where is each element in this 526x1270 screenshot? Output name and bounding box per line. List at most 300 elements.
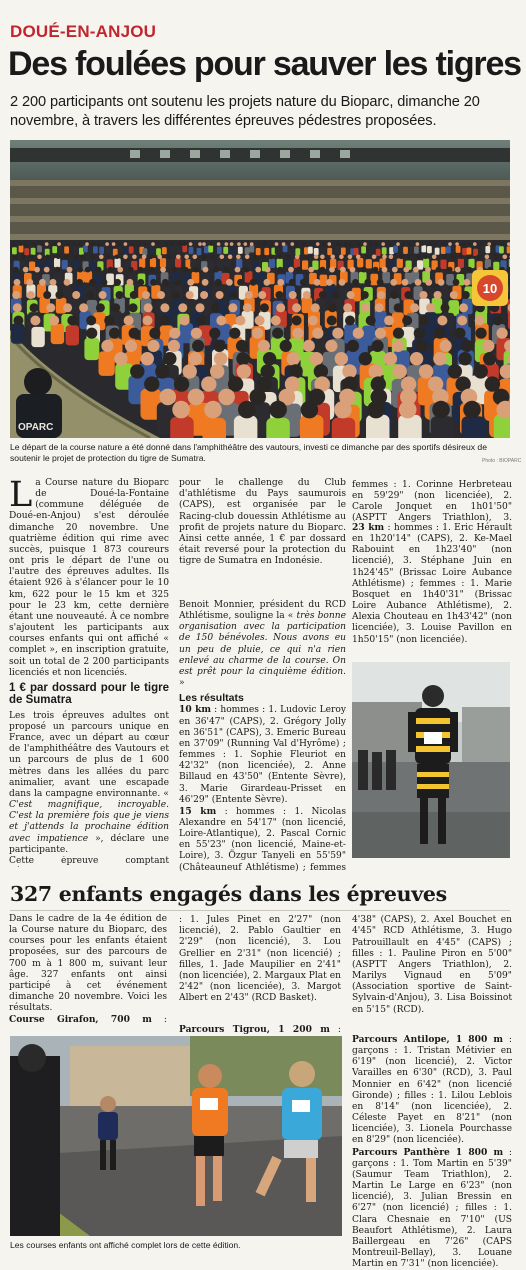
crowd-figure-head: [468, 242, 472, 246]
crowd-figure-head: [301, 401, 319, 419]
crowd-figure-head: [320, 255, 325, 260]
crowd-figure-head: [314, 279, 321, 286]
crowd-figure-head: [339, 279, 346, 286]
crowd-figure: [446, 246, 451, 253]
crowd-figure-head: [302, 242, 306, 246]
crowd-figure-head: [457, 316, 467, 326]
bioparc-banner-text: OPARC: [18, 422, 53, 433]
crowd-figure-head: [390, 291, 398, 299]
crowd-figure-head: [147, 340, 159, 352]
crowd-figure-head: [80, 255, 85, 260]
crowd-figure-head: [191, 328, 202, 339]
crowd-figure-head: [433, 242, 437, 246]
crowd-figure-head: [117, 267, 123, 273]
crowd-figure-head: [178, 242, 182, 246]
crowd-figure-head: [357, 242, 361, 246]
tigrou-label: Parcours Tigrou, 1 200 m: [179, 1024, 330, 1035]
crowd-figure-head: [461, 340, 473, 352]
crowd-figure-head: [483, 352, 496, 365]
crowd-figure-head: [322, 242, 326, 246]
crowd-figure-head: [43, 291, 51, 299]
headline: Des foulées pour sauver les tigres: [8, 44, 520, 84]
crowd-figure: [54, 258, 60, 267]
crowd-figure-head: [237, 364, 251, 378]
crowd-figure: [19, 245, 24, 252]
crowd-figure-head: [314, 255, 319, 260]
crowd-figure: [397, 259, 403, 268]
kids-column-1: [9, 914, 167, 1025]
crowd-figure-head: [289, 291, 297, 299]
crowd-figure-head: [210, 364, 224, 378]
crowd-figure-head: [280, 340, 292, 352]
crowd-figure-head: [288, 364, 302, 378]
crowd-figure-head: [142, 255, 147, 260]
crowd-figure-head: [230, 291, 238, 299]
crowd-figure: [51, 324, 64, 344]
article-paragraph-2: Les trois épreuves adultes ont proposé un parcours unique en France, avec un départ au cœur de l'amphithéâtre des Vautours et un parcours de plus de 1 600 mètres dans les allées du parc animalier, avant une escapade dans la campagne environnante. «: [9, 711, 169, 799]
crowd-figure-head: [303, 340, 315, 352]
crowd-figure-head: [151, 242, 155, 246]
crowd-figure-head: [441, 303, 450, 312]
crowd-figure-head: [13, 267, 19, 273]
kids-column-3: [352, 914, 512, 1270]
crowd-figure-head: [188, 389, 205, 406]
crowd-figure: [264, 248, 269, 255]
crowd-figure: [203, 418, 227, 438]
crowd-figure-head: [437, 316, 447, 326]
crowd-figure-head: [375, 242, 379, 246]
crowd-figure: [341, 248, 346, 255]
crowd-figure-head: [96, 303, 105, 312]
crowd-figure-head: [72, 242, 76, 246]
crowd-figure-head: [463, 401, 481, 419]
crowd-figure-head: [245, 291, 253, 299]
crowd-figure-head: [67, 267, 73, 273]
crowd-figure: [295, 248, 300, 255]
crowd-figure-head: [107, 267, 113, 273]
crowd-figure-head: [112, 242, 116, 246]
crowd-figure-head: [343, 303, 352, 312]
crowd-figure: [286, 258, 292, 267]
crowd-figure-head: [105, 242, 109, 246]
crowd-figure-head: [363, 242, 367, 246]
crowd-figure-head: [132, 255, 137, 260]
crowd-figure: [66, 325, 79, 345]
crowd-figure-head: [40, 242, 44, 246]
crowd-figure: [308, 247, 313, 254]
crowd-figure: [162, 247, 167, 254]
crowd-figure-head: [320, 267, 326, 273]
result-23km: : hommes : 1. Eric Hérault en 1h20'14" (CAPS), 2. Ke-Mael Rabouint en 1h23'40" (non licencié), 3. Stéphane Juin en 1h24'45" (Brissac Loire Aubance Athlétisme) ; femmes : 1. Marie Bosquet en 1h40'31" (Brissac Loire Aubance Athlétisme), 2. Alexia Chouteau en 1h43'42" (non licenciée), 3. Louise Pavillon en 1h50'15" (non licenciée).: [352, 523, 512, 645]
crowd-figure-head: [353, 328, 364, 339]
article-column-1: [9, 478, 169, 867]
crowd-figure-head: [77, 242, 81, 246]
crowd-figure-head: [319, 291, 327, 299]
crowd-figure-head: [399, 401, 417, 419]
crowd-figure-head: [416, 242, 420, 246]
crowd-figure-head: [85, 242, 89, 246]
crowd-figure-head: [425, 279, 432, 286]
girafon-clip: [9, 1014, 167, 1025]
crowd-figure-head: [261, 364, 275, 378]
crowd-figure: [393, 246, 398, 253]
crowd-figure-head: [104, 316, 114, 326]
distance-sign-badge: 10: [483, 281, 497, 296]
crowd-figure-head: [399, 255, 404, 260]
crowd-figure-head: [420, 242, 424, 246]
crowd-figure-head: [124, 316, 134, 326]
crowd-figure-head: [111, 303, 120, 312]
crowd-figure: [118, 245, 123, 252]
result-15km-cont-text: femmes : 1. Corinne Herbreteau en 59'29" (non licenciée), 2. Carole Jonquet en 1h01'50" (ASPTT Angers Triathlon), 3.: [352, 478, 512, 522]
result-15km: : hommes : 1. Nicolas Alexandre en 54'17" (non licencié, Loire-Atlantique), 2. Pascal Cornic en 55'23" (non licencié, Maine-et-Loire), 3. Özgur Tanyeli en 55'59" (Châteauneuf Athlétisme) ; femmes: [179, 807, 346, 872]
crowd-figure-head: [23, 267, 29, 273]
crowd-figure-head: [276, 303, 285, 312]
crowd-figure-head: [442, 242, 446, 246]
crowd-figure-head: [263, 242, 267, 246]
crowd-figure-head: [453, 279, 460, 286]
crowd-figure: [431, 416, 455, 438]
panthere-results: : garçons : 1. Tom Martin en 5'39" (Saumur Team Triathlon), 2. Martin Le Large en 6'23" (non licencié), 3. Julian Bressin en 6'27" (non licencié) ; filles : 1. Clara Chesnaie en 7'10" (US Beaufort Athlétisme), 2. Laura Baillergeau en 7'26" (CAPS Montreuil-Bellay), 3. Louane Martin en 7'31" (non licenciée).: [352, 1148, 512, 1270]
crowd-figure-head: [410, 352, 423, 365]
crowd-figure-head: [86, 316, 96, 326]
crowd-figure: [361, 246, 366, 253]
crowd-figure-head: [244, 267, 250, 273]
crowd-figure-head: [369, 364, 383, 378]
crowd-figure-head: [300, 279, 307, 286]
crowd-figure: [204, 246, 209, 253]
crowd-figure-head: [255, 267, 261, 273]
crowd-figure: [507, 246, 510, 253]
crowd-figure: [175, 258, 181, 267]
crowd-figure: [456, 246, 461, 253]
section-rule: [10, 910, 510, 911]
tiger-costume-illustration: [352, 662, 510, 858]
crowd-figure-head: [292, 316, 302, 326]
article-paragraph-1: a Course nature du Bioparc de Doué-la-Fontaine (commune déléguée de Doué-en-Anjou) s'est déroulée dimanche 20 novembre. Une quatrième édition qui rime avec succès, puisque 1 873 coureurs ont pris le départ de l'une ou l'autre des épreuves adultes. Ils étaient 926 à s'élancer pour le 10 km, 622 pour le 15 km et 325 pour le 23 km, cette dernière étant une nouveauté. À ce nombre s'ajoutent les participants aux courses enfants qui ont affiché « complet », en inscription gratuite, soit un total de 2 200 participants licenciés et non licenciés.: [9, 478, 169, 678]
crowd-figure-head: [109, 328, 120, 339]
crowd-figure: [57, 247, 62, 254]
crowd-figure-head: [314, 364, 328, 378]
crowd-figure: [160, 258, 166, 267]
crowd-figure-head: [165, 242, 169, 246]
standfirst: 2 200 participants ont soutenu les projets nature du Bioparc, dimanche 20 novembre, à travers les différentes épreuves pédestres proposées.: [10, 93, 518, 131]
crowd-figure-head: [143, 242, 147, 246]
crowd-figure-head: [174, 376, 189, 391]
result-15km-clip: [179, 806, 346, 872]
crowd-figure: [149, 248, 154, 255]
crowd-figure-head: [253, 255, 258, 260]
crowd-figure: [249, 245, 254, 252]
crowd-figure-head: [27, 291, 35, 299]
crowd-figure-head: [425, 267, 431, 273]
crowd-figure-head: [415, 279, 422, 286]
results-heading: Les résultats: [179, 693, 346, 704]
crowd-figure: [24, 248, 29, 255]
crowd-figure-head: [228, 255, 233, 260]
crowd-figure-head: [434, 328, 445, 339]
crowd-figure-head: [218, 389, 235, 406]
crowd-figure-head: [462, 291, 470, 299]
crowd-figure: [398, 415, 422, 438]
crowd-figure-head: [372, 255, 377, 260]
crowd-figure-head: [250, 242, 254, 246]
crowd-figure-head: [451, 255, 456, 260]
crowd-figure: [300, 415, 324, 438]
crowd-figure-head: [347, 291, 355, 299]
crowd-figure-head: [117, 242, 121, 246]
crowd-figure-head: [13, 255, 18, 260]
crowd-figure-head: [183, 267, 189, 273]
crowd-figure-head: [128, 267, 134, 273]
crowd-figure-head: [157, 255, 162, 260]
crowd-figure-head: [263, 352, 276, 365]
crowd-figure-head: [192, 340, 204, 352]
crowd-figure-head: [455, 267, 461, 273]
crowd-figure-head: [291, 242, 295, 246]
crowd-figure-head: [183, 364, 197, 378]
crowd-figure-head: [269, 255, 274, 260]
crowd-figure-head: [433, 352, 446, 365]
crowd-figure-head: [345, 316, 355, 326]
crowd-figure-head: [137, 279, 144, 286]
crowd-figure-head: [459, 255, 464, 260]
crowd-figure: [115, 258, 121, 267]
article-column-2: [179, 478, 346, 872]
crowd-figure-head: [350, 267, 356, 273]
crowd-figure-head: [13, 303, 22, 312]
crowd-figure-head: [124, 242, 128, 246]
crowd-figure: [370, 274, 378, 286]
crowd-figure-head: [467, 255, 472, 260]
crowd-figure: [129, 246, 134, 253]
crowd-figure-head: [466, 267, 472, 273]
article-paragraph-2-end: », déclare une participante.: [9, 834, 169, 855]
crowd-figure-head: [413, 267, 419, 273]
crowd-figure-head: [308, 267, 314, 273]
crowd-figure-head: [37, 255, 42, 260]
crowd-figure-head: [79, 303, 88, 312]
crowd-figure-head: [198, 242, 202, 246]
tiger-costume-runner-photo: [352, 662, 510, 858]
crowd-figure-head: [123, 255, 128, 260]
crowd-figure-head: [311, 303, 320, 312]
crowd-figure-head: [160, 267, 166, 273]
crowd-figure: [93, 246, 98, 253]
girafon-cont: [179, 914, 341, 1024]
crowd-figure-head: [260, 303, 269, 312]
crowd-figure-head: [258, 291, 266, 299]
crowd-figure-head: [67, 316, 77, 326]
crowd-figure-head: [32, 242, 36, 246]
crowd-figure: [467, 248, 472, 255]
crowd-figure-head: [125, 340, 137, 352]
crowd-figure-head: [160, 316, 170, 326]
crowd-figure-head: [209, 328, 220, 339]
crowd-figure-head: [193, 255, 198, 260]
article-paragraph-4-end: . »: [179, 667, 346, 688]
crowd-figure-head: [141, 352, 154, 365]
crowd-figure-head: [265, 267, 271, 273]
crowd-figure-head: [49, 316, 59, 326]
section-2-headline: 327 enfants engagés dans les épreuves: [10, 882, 447, 906]
article-subhead: 1 € par dossard pour le tigre de Sumatra: [9, 682, 169, 707]
crowd-figure-head: [286, 255, 291, 260]
crowd-figure-head: [278, 255, 283, 260]
crowd-figure: [106, 274, 114, 286]
crowd-figure: [314, 248, 319, 255]
crowd-figure-head: [482, 340, 494, 352]
crowd-figure-head: [186, 291, 194, 299]
participant-quote: C'est magnifique, incroyable. C'est la première fois que je viens et j'attends la prochaine édition avec impatience: [9, 800, 169, 843]
crowd-figure-head: [171, 242, 175, 246]
crowd-figure-head: [361, 303, 370, 312]
crowd-figure-head: [196, 303, 205, 312]
crowd-figure-head: [347, 340, 359, 352]
crowd-figure-head: [373, 267, 379, 273]
crowd-figure: [182, 245, 187, 252]
crowd-figure-head: [432, 401, 450, 419]
crowd-figure-head: [305, 255, 310, 260]
crowd-figure-head: [220, 255, 225, 260]
crowd-figure-head: [230, 242, 234, 246]
crowd-figure-head: [86, 291, 94, 299]
crowd-figure-head: [295, 255, 300, 260]
crowd-figure: [335, 246, 340, 253]
crowd-figure-head: [462, 242, 466, 246]
crowd-figure-head: [348, 242, 352, 246]
crowd-figure: [446, 274, 454, 286]
crowd-figure-head: [384, 316, 394, 326]
article-paragraph-3: Cette épreuve comptant: [9, 856, 169, 867]
crowd-figure-head: [225, 242, 229, 246]
crowd-figure: [218, 259, 224, 268]
crowd-figure-head: [53, 242, 57, 246]
crowd-figure-head: [423, 255, 428, 260]
crowd-figure-head: [167, 255, 172, 260]
crowd-figure: [197, 248, 202, 255]
crowd-figure-head: [169, 328, 180, 339]
crowd-figure-head: [366, 316, 376, 326]
crowd-figure-head: [89, 279, 96, 286]
crowd-figure: [499, 246, 504, 253]
crowd-figure-head: [448, 364, 462, 378]
crowd-figure-head: [237, 242, 241, 246]
result-15km-label: 15 km: [179, 806, 216, 817]
crowd-figure-head: [352, 279, 359, 286]
crowd-figure-head: [73, 255, 78, 260]
crowd-figure-head: [500, 242, 504, 246]
crowd-figure-head: [277, 267, 283, 273]
crowd-figure-head: [213, 267, 219, 273]
crowd-figure-head: [211, 255, 216, 260]
crowd-figure-head: [419, 364, 433, 378]
main-photo-caption: Le départ de la course nature a été donné dans l'amphithéâtre des vautours, investi ce dimanche par des sportifs désireux de soutenir le projet de protection du tigre de Sumatra.: [10, 442, 488, 464]
crowd-figure-head: [45, 255, 50, 260]
crowd-figure-head: [375, 303, 384, 312]
crowd-figure-head: [487, 242, 491, 246]
crowd-figure-head: [335, 352, 348, 365]
crowd-figure-head: [39, 279, 46, 286]
result-15km-cont: [352, 478, 512, 522]
crowd-figure: [73, 247, 78, 254]
crowd-figure-head: [86, 328, 97, 339]
crowd-figure: [376, 249, 381, 256]
crowd-figure: [357, 258, 363, 267]
crowd-figure-head: [255, 316, 265, 326]
crowd-figure-head: [142, 291, 150, 299]
crowd-figure: [423, 259, 429, 268]
crowd-figure-head: [393, 328, 404, 339]
crowd-figure-head: [172, 401, 190, 419]
crowd-figure: [105, 246, 110, 253]
crowd-figure-head: [463, 279, 470, 286]
crowd-figure-head: [258, 340, 270, 352]
crowd-figure-head: [426, 303, 435, 312]
crowd-figure: [332, 418, 356, 438]
crowd-figure: [52, 246, 57, 253]
crowd-figure-head: [44, 267, 50, 273]
girafon-label: Course Girafon, 700 m: [9, 1014, 152, 1025]
crowd-figure-head: [184, 255, 189, 260]
crowd-figure-head: [410, 303, 419, 312]
crowd-figure-head: [252, 328, 263, 339]
crowd-figure-head: [438, 279, 445, 286]
crowd-figure-head: [497, 328, 508, 339]
crowd-figure-head: [292, 328, 303, 339]
crowd-figure-head: [91, 242, 95, 246]
crowd-figure: [189, 247, 194, 254]
crowd-figure: [99, 247, 104, 254]
main-photo-crowd-start: [10, 140, 510, 438]
crowd-figure: [150, 258, 156, 267]
crowd-figure-head: [114, 279, 121, 286]
crowd-figure-head: [312, 328, 323, 339]
crowd-figure: [410, 246, 415, 253]
crowd-figure-head: [328, 303, 337, 312]
crowd-figure-head: [187, 279, 194, 286]
crowd-figure-head: [390, 279, 397, 286]
crowd-figure-head: [115, 255, 120, 260]
crowd-figure-head: [440, 340, 452, 352]
crowd-figure-head: [327, 316, 337, 326]
crowd-figure: [458, 259, 464, 268]
crowd-figure-head: [144, 376, 159, 391]
crowd-figure-head: [216, 316, 226, 326]
crowd-figure-head: [336, 242, 340, 246]
crowd-figure-head: [493, 316, 503, 326]
article-paragraph-3-start: [9, 856, 169, 867]
crowd-figure-head: [149, 255, 154, 260]
crowd-figure-head: [202, 242, 206, 246]
crowd-figure-head: [46, 303, 55, 312]
crowd-figure-head: [176, 255, 181, 260]
crowd-figure: [143, 248, 148, 255]
crowd-figure-head: [450, 291, 458, 299]
crowd-figure-head: [13, 316, 23, 326]
crowd-figure-head: [34, 267, 40, 273]
crowd-figure-head: [325, 340, 337, 352]
crowd-figure-head: [369, 242, 373, 246]
crowd-figure-head: [99, 255, 104, 260]
crowd-figure-head: [340, 267, 346, 273]
tigrou-results: :: [179, 1025, 341, 1046]
crowd-figure: [421, 245, 426, 252]
crowd-figure: [462, 248, 467, 255]
crowd-figure-head: [101, 279, 108, 286]
crowd-figure-head: [237, 279, 244, 286]
crowd-figure-head: [26, 279, 33, 286]
